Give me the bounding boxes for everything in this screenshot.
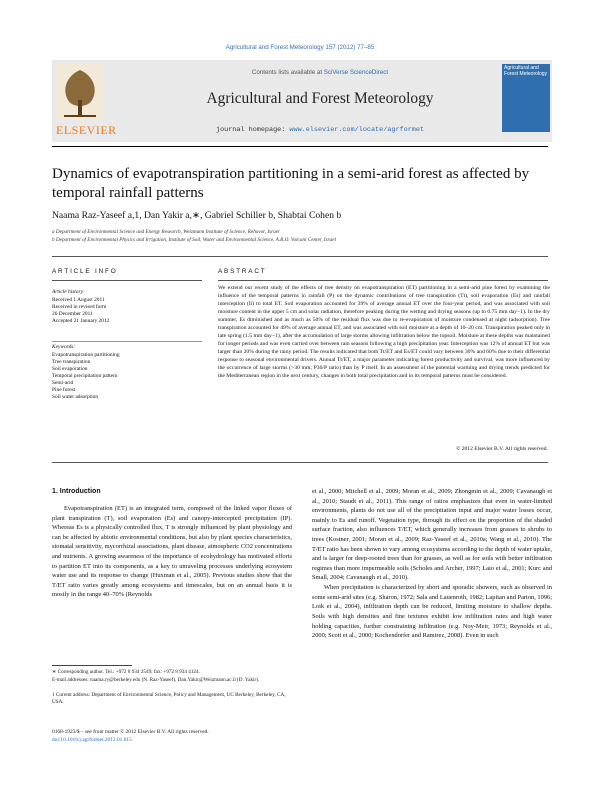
header-divider bbox=[52, 146, 548, 147]
footnote-current-address: 1 Current address: Department of Environmental Science, Policy and Management, UC Berkeley, Berkeley, CA, USA. bbox=[52, 692, 286, 706]
abstract-label: ABSTRACT bbox=[218, 268, 267, 275]
history-line: 26 December 2011 bbox=[52, 311, 93, 317]
history-line: Received 1 August 2011 bbox=[52, 297, 105, 303]
doi-link[interactable]: doi:10.1016/j.agrformet.2012.01.015 bbox=[52, 737, 132, 743]
contents-line bbox=[120, 69, 520, 76]
footnote-divider bbox=[52, 665, 132, 666]
keyword: Tree transpiration bbox=[52, 359, 91, 365]
footnote-corresponding: ∗ Corresponding author. Tel.: +972 8 934 2549; fax: +972 8 934 4124. bbox=[52, 669, 200, 675]
body-divider bbox=[52, 462, 548, 463]
journal-homepage bbox=[120, 126, 520, 134]
abstract-divider bbox=[218, 280, 548, 281]
keyword: Evapotranspiration partitioning bbox=[52, 352, 120, 358]
introduction-right-column bbox=[312, 487, 552, 641]
homepage-prefix: journal homepage: bbox=[215, 126, 290, 134]
keyword: Temporal precipitation pattern bbox=[52, 373, 118, 379]
footnote-emails: E-mail addresses: naama.ry@berkeley.edu (N. Raz-Yaseef), Dan.Yakir@Weizmann.ac.il (D. Yakir). bbox=[52, 677, 260, 683]
sciencedirect-link[interactable]: SciVerse ScienceDirect bbox=[323, 69, 389, 76]
introduction-paragraph: When precipitation is characterized by short and sporadic showers, such as observed in some semi-arid sites (e.g. Sharon, 1972; Sala and Lauenroth, 1982; Lapitan and Parton, 1996; Loik et al., 2004), infiltration depth can be reduced, limiting moisture to shallow depths. Soils with high densities and fine textures exhibit low infiltration rates and high water holding capacities, further constraining infiltration (e.g. Noy-Meir, 1973; Reynolds et al., 2000; Scott et al., 2000; Kochendorfer and Ramirez, 2008). Even in such bbox=[312, 584, 552, 640]
copyright-notice: © 2012 Elsevier B.V. All rights reserved. bbox=[456, 446, 548, 452]
journal-citation: Agricultural and Forest Meteorology 157 (2012) 77–85 bbox=[225, 44, 375, 51]
keyword: Soil evaporation bbox=[52, 366, 88, 372]
journal-title: Agricultural and Forest Meteorology bbox=[206, 90, 434, 107]
section-divider bbox=[52, 256, 548, 257]
introduction-heading: 1. Introduction bbox=[52, 488, 101, 495]
article-title: Dynamics of evapotranspiration partitioning in a semi-arid forest as affected by temporal rainfall patterns bbox=[52, 166, 530, 201]
affiliation-a: a Department of Environmental Science and Energy Research, Weizmann Institute of Science, Rehovot, Israel bbox=[52, 229, 280, 235]
article-authors: Naama Raz-Yaseef a,1, Dan Yakir a,∗, Gabriel Schiller b, Shabtai Cohen b bbox=[52, 210, 342, 221]
homepage-link[interactable]: www.elsevier.com/locate/agrformet bbox=[289, 126, 425, 134]
keyword: Semi-arid bbox=[52, 380, 74, 386]
affiliation-b: b Department of Environmental Physics and Irrigation, Institute of Soil, Water and Environmental Science, A.R.O. Volcani Center, Israel bbox=[52, 237, 337, 243]
history-line: Received in revised form bbox=[52, 304, 107, 310]
contents-prefix: Contents lists available at bbox=[251, 69, 324, 76]
history-line: Accepted 21 January 2012 bbox=[52, 318, 110, 324]
introduction-paragraph: et al., 2000; Mitchell et al., 2009; Moran et al., 2009; Zhongmin et al., 2009; Cavanaugh et al., 2010; Staudt et al., 2011). This range of ratios emphasizes that even in water-limited environments, plants do not use all of the precipitation input and major water losses occur, mainly to Es and runoff. Vegetation type, through its effect on the proportion of the shaded surface fraction, also influences T/ET, which generally increases from grasses to shrubs to trees (Kostner, 2001; Moran et al., 2009; Raz-Yaseef et al., 2010a; Wang et al., 2010). The T/ET ratio has been shown to vary among ecosystems according to the depth of water uptake, and is larger for deep-rooted trees than for grasses, as well as for soils with better infiltration regimes than more impermeable soils (Scholes and Archer, 1997; Laio et al., 2001; Kurc and Small, 2004; Cavanaugh et al., 2010). bbox=[312, 488, 552, 582]
article-info-divider bbox=[52, 280, 202, 281]
cover-title: Agricultural and Forest Meteorology bbox=[504, 65, 548, 77]
issn-line: 0168-1923/$ – see front matter © 2012 Elsevier B.V. All rights reserved. bbox=[52, 729, 209, 735]
keywords-heading: Keywords: bbox=[52, 344, 76, 350]
history-heading: Article history: bbox=[52, 289, 85, 295]
keyword: Soil water adsorption bbox=[52, 394, 99, 400]
introduction-left-column: Evapotranspiration (ET) is an integrated term, composed of the linked vapor fluxes of plant transpiration (T), soil evaporation (Es) and canopy-intercepted precipitation (IP). Whereas Es is a physically controlled flux, T is strongly influenced by plant physiology and can be affected by abiotic environmental conditions, but also by plant species characteristics, stomatal sensitivity, mycorrhizal associations, plant disease, atmospheric CO2 concentrations and nutrients. A growing awareness of the importance of ecohydrology has motivated efforts to partition ET into its components, as a key to unraveling processes underlying ecosystem water use and its response to change (Huxman et al., 2005). Previous studies show that the T/ET ratio varies greatly among ecosystems and timescales, but on an annual basis it is mostly in the range 40–70% (Reynolds bbox=[52, 505, 292, 599]
keywords-divider bbox=[52, 341, 202, 342]
publisher-name: ELSEVIER bbox=[56, 123, 117, 137]
abstract-text: We extend our recent study of the effects of tree density on evapotranspiration (ET) partitioning in a semi-arid pine forest by examining the influence of the temporal patterns in rainfall (P) on the dynamic contributions of tree transpiration (Tt), soil evaporation (Es) and rainfall interception (Ii) to total ET. Soil evaporation accounted for 39% of average annual ET over the four-year period, and was associated with soil moisture content in the upper 5 cm and solar radiation, therefore peaking during the wetting and drying seasons (up to 0.75 mm day−1). In the dry summer, Es diminished and as much as 50% of the residual flux was due to re-evaporation of moisture condensed at night (adsorption). Tree transpiration accounted for 49% of average annual ET, and was associated with soil moisture at a depth of 10–20 cm. Transpiration peaked only in late spring (1.5 mm day−1), after the accumulation of large storms allowing infiltration below the topsoil. Moisture at these depths was maintained for longer periods and was even carried over between rain seasons following a high precipitation year. Interception was 12% of annual ET but was larger than 20% during the rainy period. The results indicated that both Tt/ET and Es/ET could vary between 30% and 60% due to their differential response to seasonal environmental drivers. Annual Tt/ET, a major parameter indicating forest productivity and survival, was more influenced by the occurrence of large storms (>30 mm; P30/P ratio) than by P itself. In an assessment of the potential warming and drying trends predicted for the Mediterranean region in the next century, changes in both total precipitation and in its temporal patterns must be considered. bbox=[218, 285, 550, 380]
article-info-label: ARTICLE INFO bbox=[52, 268, 118, 275]
keyword: Pine forest bbox=[52, 387, 76, 393]
